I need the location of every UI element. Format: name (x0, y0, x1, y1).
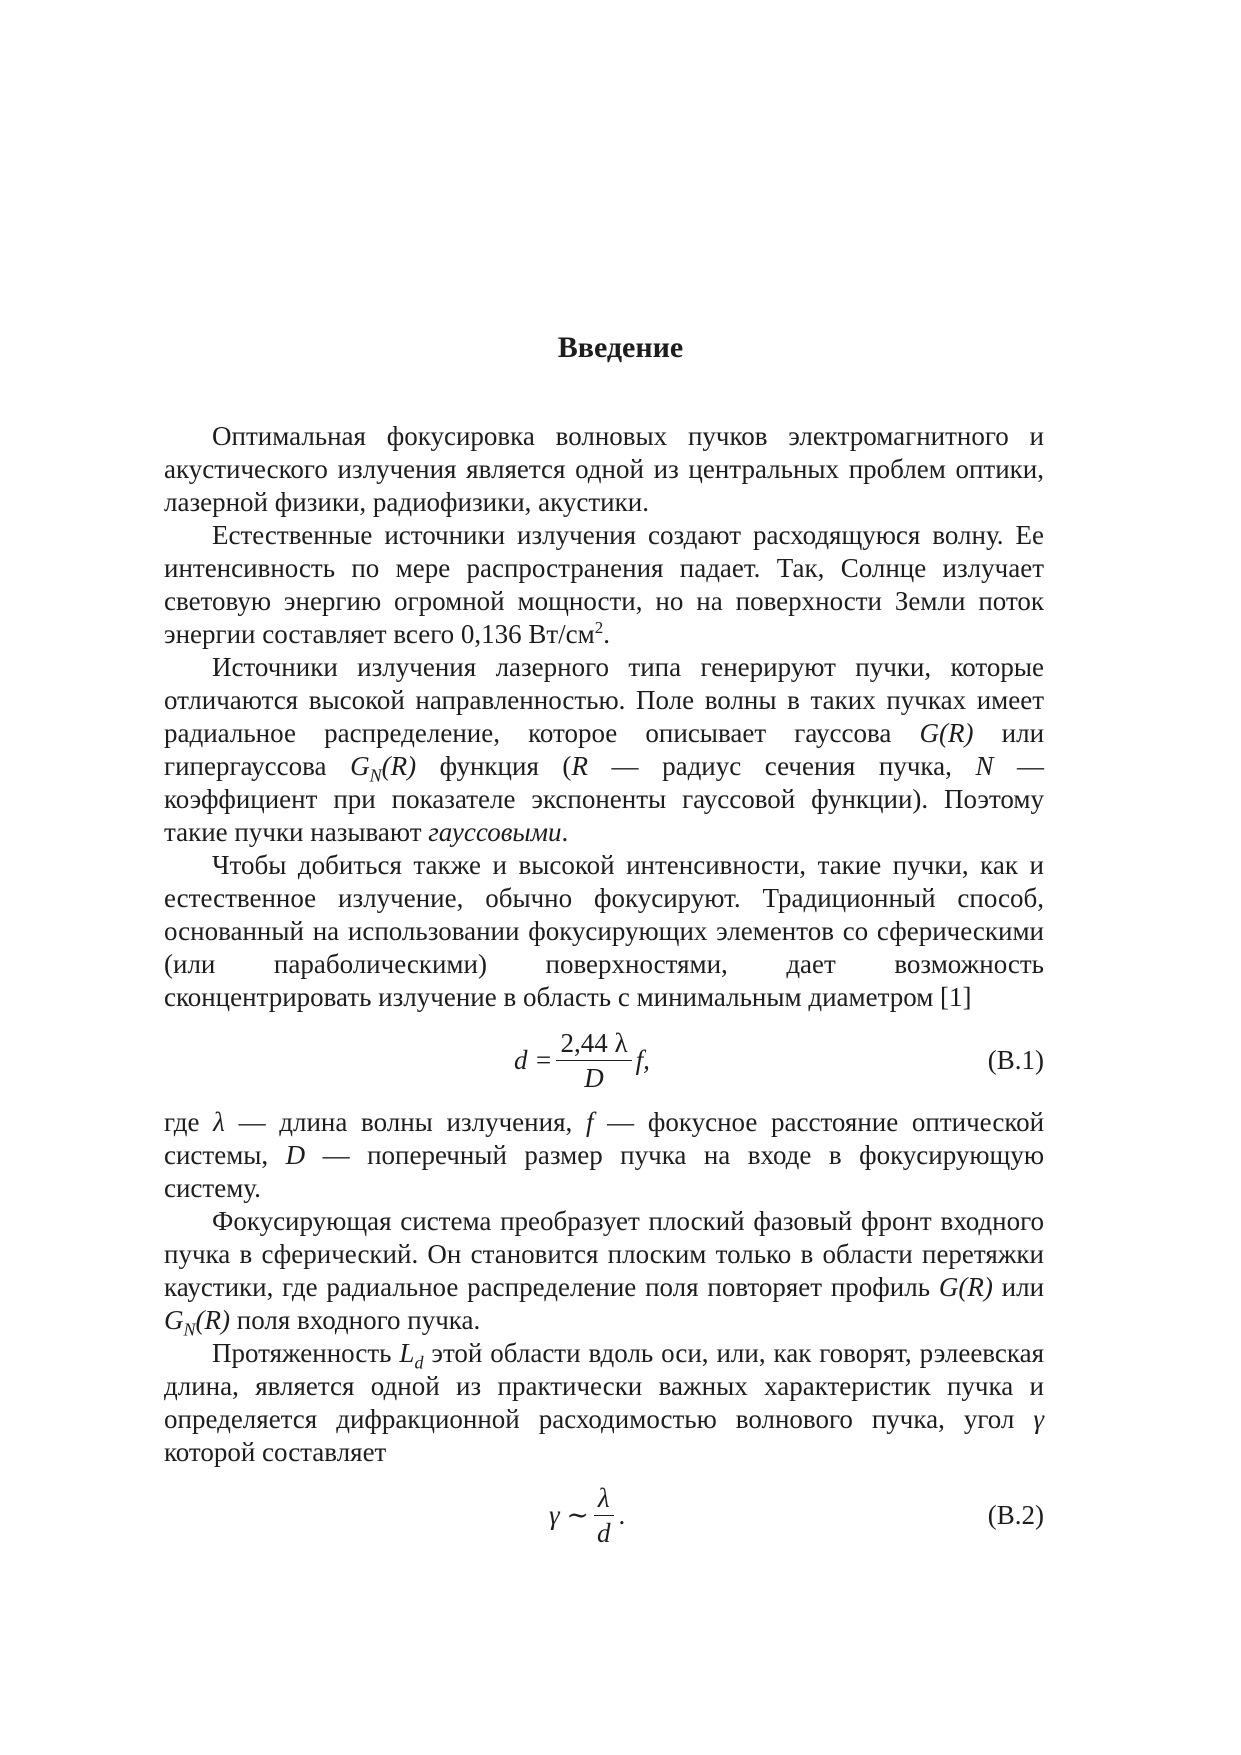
equation-number: (В.1) (987, 1044, 1044, 1075)
math-var-gamma: γ (1033, 1404, 1045, 1434)
equation-body (514, 1020, 650, 1100)
math-arg: (R) (939, 718, 974, 748)
math-sub-d: d (414, 1352, 424, 1373)
paragraph-where (164, 1106, 1044, 1205)
equation-b1 (164, 1020, 1044, 1100)
math-var-lambda: λ (213, 1107, 225, 1137)
math-var-G: G (938, 1272, 959, 1302)
fraction-denominator: d (597, 1517, 611, 1548)
math-var-N: N (975, 751, 994, 781)
math-var-R: R (571, 751, 588, 781)
text: — длина волны излучения, (238, 1107, 573, 1137)
math-arg: (R) (958, 1272, 993, 1302)
emphasis-term: гауссовыми (428, 817, 562, 847)
paragraph-2 (164, 519, 1044, 651)
paragraph-5-text: Фокусирующая система преобразует плоский фазовый фронт входного пучка в сферический. Он становится плоским только в области перетяжки каустики, где радиальное распределение поля повторяет профиль (164, 1206, 1044, 1302)
math-arg: (R) (195, 1305, 230, 1335)
math-var-G: G (350, 751, 370, 781)
paragraph-5 (164, 1205, 1045, 1340)
body-text (164, 420, 1044, 1561)
numerator-text: 2,44 λ (560, 1027, 628, 1058)
math-sub-N: N (183, 1319, 196, 1340)
eq-lhs: d = (514, 1044, 553, 1075)
math-var-G: G (919, 718, 939, 748)
punct: . (603, 619, 610, 649)
text: или (1001, 1272, 1045, 1302)
eq-lhs: γ ∼ (549, 1499, 590, 1530)
superscript: 2 (594, 618, 604, 637)
text: — фокусное расстояние оптической системы, (164, 1107, 1045, 1170)
text: — поперечный размер пучка на входе в фокусирующую систему. (164, 1140, 1045, 1203)
text: или гипергауссова (164, 718, 1045, 781)
fraction (556, 1028, 631, 1093)
text: — коэффициент при показателе экспоненты гауссовой функции). Поэтому такие пучки называют (164, 751, 1045, 847)
paragraph-2-text: Естественные источники излучения создают расходящуюся волну. Ее интенсивность по мере распространения падает. Так, Солнце излучает световую энергию огромной мощности, но на поверхности Земли поток энергии составляет всего 0,136 Вт/см (164, 520, 1044, 649)
equation-body (549, 1475, 625, 1555)
math-var-G: G (164, 1305, 184, 1335)
text: гауссова (794, 718, 892, 748)
eq-rhs: f, (635, 1044, 650, 1075)
math-sub-N: N (369, 765, 382, 786)
equation-b2 (164, 1475, 1044, 1555)
page-title: Введение (557, 331, 684, 364)
text: где (164, 1107, 200, 1137)
math-var-D: D (285, 1140, 306, 1170)
eq-rhs: . (618, 1499, 626, 1530)
math-var-f: f (585, 1107, 594, 1137)
text: этой области вдоль оси, или, как говорят, рэлеевская длина, является одной из практически важных характеристик пучка и определяется дифракционной расходимостью волнового пучка, угол (164, 1338, 1044, 1434)
punct: . (561, 817, 569, 847)
paragraph-4: Чтобы добиться также и высокой интенсивности, такие пучки, как и естественное излучение, обычно фокусируют. Традиционный способ, основанный на использовании фокусирующих элементов со сферическими (или параболическими) поверхностями, дает возможность сконцентрировать излучение в область с минимальным диаметром [1] (164, 850, 1044, 1012)
text: поля входного пучка. (236, 1305, 481, 1335)
math-var-L: L (399, 1338, 415, 1368)
fraction-numerator (556, 1028, 631, 1061)
paragraph-3-text: Источники излучения лазерного типа генерируют пучки, которые отличаются высокой направленностью. Поле волны в таких пучках имеет радиальное распределение, которое описывает (164, 652, 1044, 748)
text: которой составляет (164, 1437, 387, 1467)
equation-number: (В.2) (987, 1499, 1044, 1530)
text: Протяженность (212, 1338, 392, 1368)
paragraph-6 (164, 1337, 1044, 1469)
math-arg: (R) (381, 751, 417, 781)
text: — радиус сечения пучка, (611, 751, 952, 781)
paragraph-1: Оптимальная фокусировка волновых пучков электромагнитного и акустического излучения является одной из центральных проблем оптики, лазерной физики, радиофизики, акустики. (164, 421, 1044, 517)
text: функция ( (439, 751, 572, 781)
fraction-denominator: D (584, 1062, 604, 1093)
paragraph-3 (164, 651, 1044, 849)
fraction (593, 1483, 615, 1548)
fraction-numerator: λ (594, 1483, 614, 1516)
